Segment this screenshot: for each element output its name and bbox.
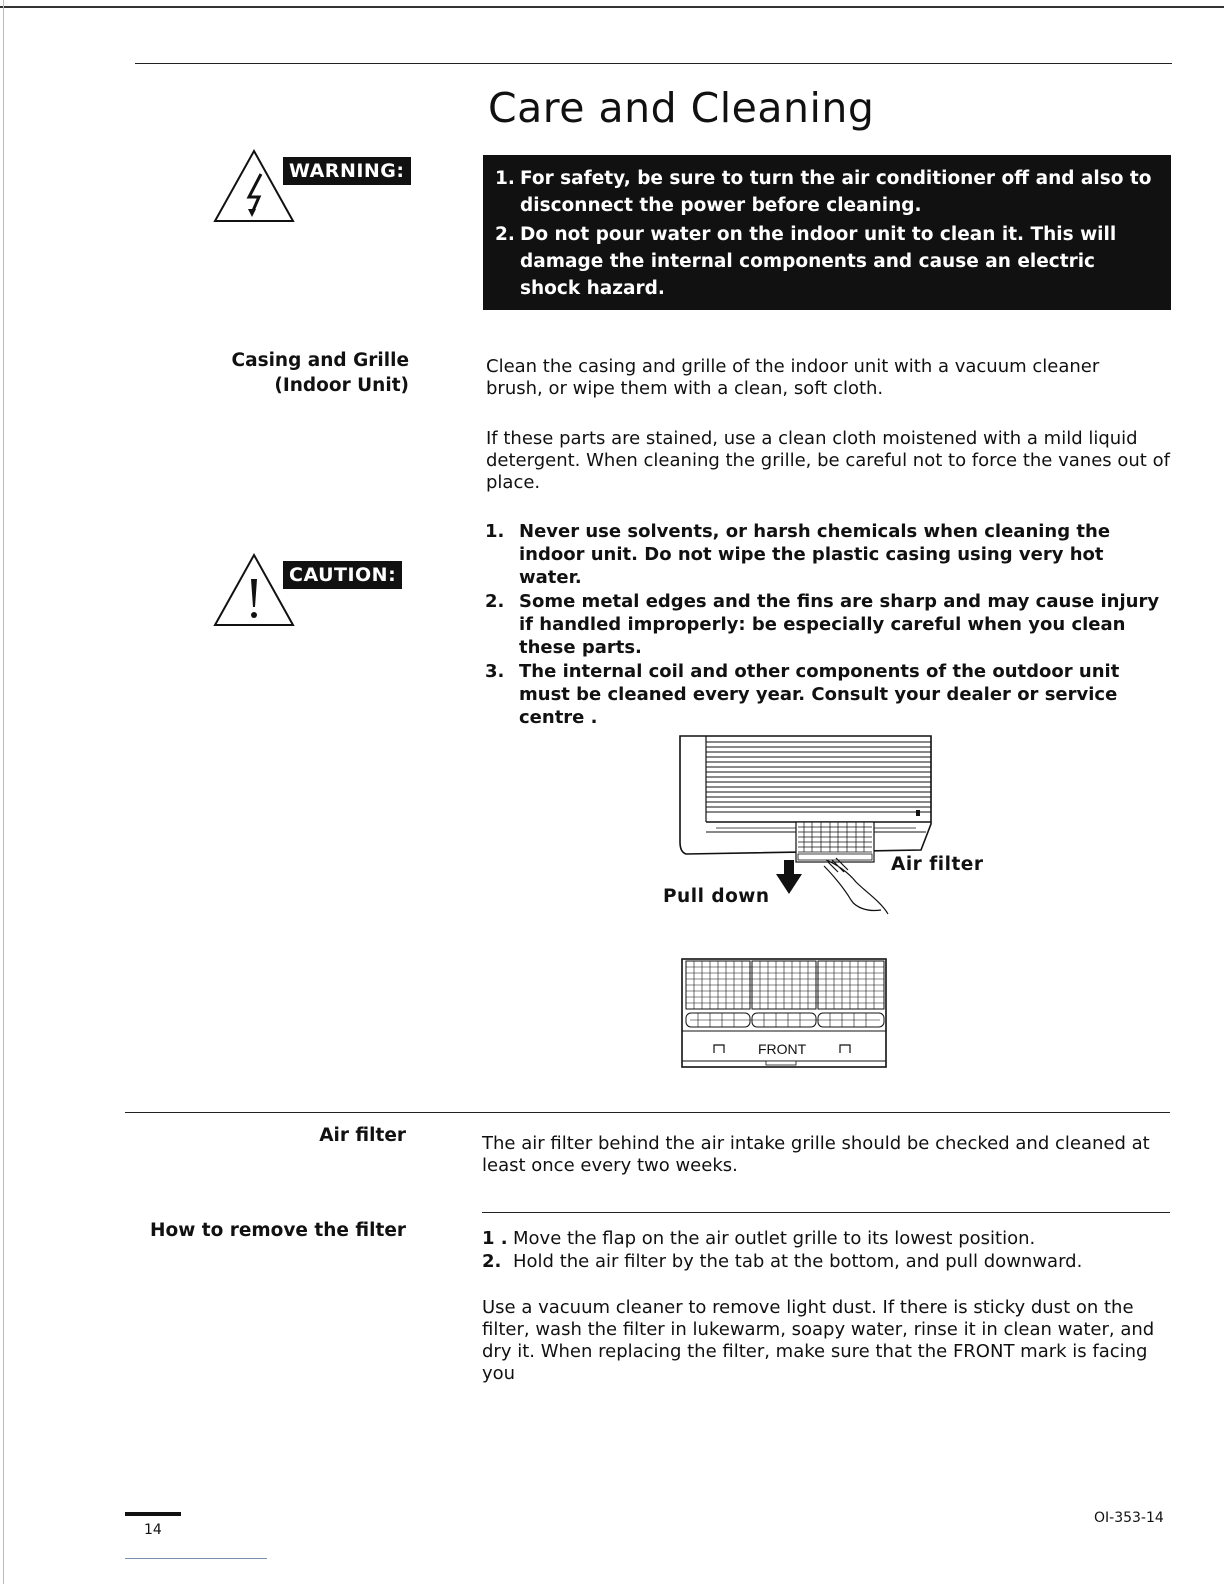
document-code: OI-353-14 xyxy=(1094,1510,1164,1526)
list-item xyxy=(485,520,1170,589)
list-item-text: Never use solvents, or harsh chemicals when cleaning the indoor unit. Do not wipe the plastic casing using very hot water. xyxy=(519,521,1111,588)
section-rule-remove-filter xyxy=(482,1212,1170,1213)
header-rule xyxy=(135,63,1172,64)
list-item xyxy=(482,1227,1172,1250)
filter-illustration xyxy=(680,957,890,1075)
air-filter-heading: Air filter xyxy=(319,1125,406,1146)
warning-badge: WARNING: xyxy=(283,157,411,185)
footer-underline xyxy=(125,1558,267,1559)
casing-paragraph-2: If these parts are stained, use a clean cloth moistened with a mild liquid detergent. When cleaning the grille, be careful not to force the vanes out of place. xyxy=(486,428,1170,493)
warning-item xyxy=(495,165,1159,219)
list-item xyxy=(485,660,1170,729)
list-item-text: The internal coil and other components of the outdoor unit must be cleaned every year. Consult your dealer or service centre . xyxy=(519,661,1120,728)
casing-heading-line1: Casing and Grille xyxy=(231,350,409,371)
section-rule-air-filter xyxy=(125,1112,1170,1113)
footer-bar xyxy=(125,1512,181,1516)
warning-item-number: 1. xyxy=(495,168,515,189)
warning-item-text: Do not pour water on the indoor unit to clean it. This will damage the internal components and cause an electric shock hazard. xyxy=(520,224,1117,299)
list-item xyxy=(482,1250,1172,1273)
remove-filter-heading: How to remove the filter xyxy=(150,1220,406,1241)
list-item-number: 3. xyxy=(485,661,505,682)
casing-heading xyxy=(232,348,409,398)
remove-filter-steps xyxy=(482,1227,1172,1273)
scan-edge-left xyxy=(3,0,4,1584)
air-filter-callout: Air filter xyxy=(891,854,984,875)
casing-heading-line2: (Indoor Unit) xyxy=(274,375,409,396)
list-item-number: 2. xyxy=(485,591,505,612)
caution-badge: CAUTION: xyxy=(283,561,402,589)
page-number: 14 xyxy=(144,1522,162,1538)
caution-list xyxy=(485,520,1170,729)
list-item-number: 1. xyxy=(485,521,505,542)
list-item-text: Some metal edges and the fins are sharp and may cause injury if handled improperly: be especially careful when you clean these parts. xyxy=(519,591,1160,658)
pull-down-callout: Pull down xyxy=(663,886,770,907)
list-item-number: 1 . xyxy=(482,1228,508,1249)
air-filter-paragraph: The air filter behind the air intake grille should be checked and cleaned at least once every two weeks. xyxy=(482,1133,1150,1176)
warning-item-text: For safety, be sure to turn the air conditioner off and also to disconnect the power before cleaning. xyxy=(520,168,1152,216)
front-mark-label: FRONT xyxy=(758,1041,807,1057)
remove-filter-paragraph: Use a vacuum cleaner to remove light dust. If there is sticky dust on the filter, wash the filter in lukewarm, soapy water, rinse it in clean water, and dry it. When replacing the filter, make sure that the FRONT mark is facing you xyxy=(482,1297,1155,1384)
warning-box xyxy=(483,155,1171,310)
list-item-text: Hold the air filter by the tab at the bottom, and pull downward. xyxy=(513,1251,1083,1272)
list-item-text: Move the flap on the air outlet grille to its lowest position. xyxy=(513,1228,1036,1249)
scan-edge-top xyxy=(0,6,1224,8)
page-title: Care and Cleaning xyxy=(488,84,875,132)
warning-item-number: 2. xyxy=(495,224,515,245)
casing-paragraph-1: Clean the casing and grille of the indoor unit with a vacuum cleaner brush, or wipe them with a clean, soft cloth. xyxy=(486,356,1100,399)
warning-item xyxy=(495,221,1159,302)
list-item-number: 2. xyxy=(482,1251,502,1272)
list-item xyxy=(485,590,1170,659)
